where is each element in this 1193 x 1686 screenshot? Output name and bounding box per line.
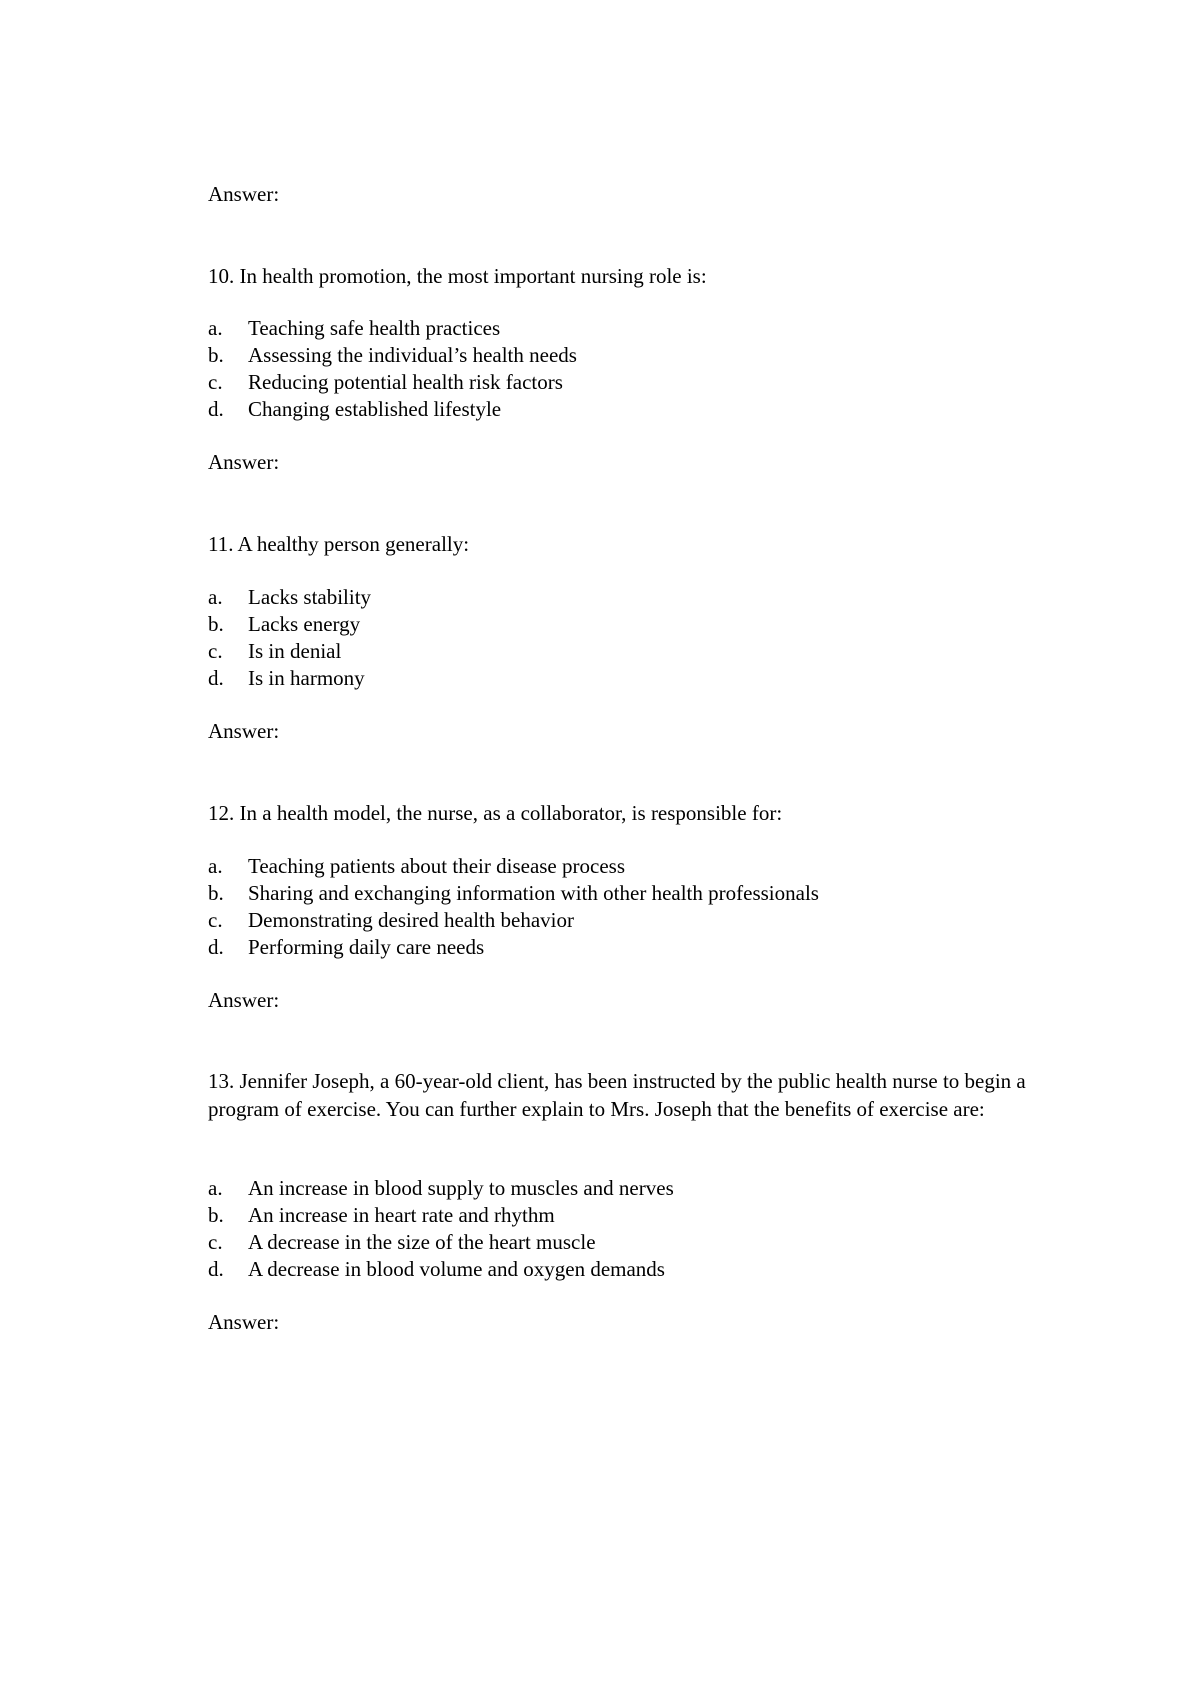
question-10-option-d [208, 395, 501, 423]
question-12-option-a [208, 852, 625, 880]
option-letter: c. [208, 1230, 223, 1254]
answer-label: Answer: [208, 182, 280, 206]
answer-label: Answer: [208, 450, 280, 474]
question-13-text: 13. Jennifer Joseph, a 60-year-old client, has been instructed by the public health nurse to begin a program of exercise. You can further explain to Mrs. Joseph that the benefits of exercise are: [208, 1069, 1026, 1121]
option-letter: b. [208, 612, 224, 636]
option-text: Teaching patients about their disease process [248, 854, 625, 878]
option-letter: b. [208, 1203, 224, 1227]
answer-label: Answer: [208, 988, 280, 1012]
option-letter: c. [208, 370, 223, 394]
option-letter: a. [208, 854, 223, 878]
option-text: Reducing potential health risk factors [248, 370, 563, 394]
question-13-option-a [208, 1174, 674, 1202]
option-letter: b. [208, 881, 224, 905]
option-letter: a. [208, 1176, 223, 1200]
option-letter: a. [208, 585, 223, 609]
answer-label: Answer: [208, 1310, 280, 1334]
option-text: An increase in heart rate and rhythm [248, 1203, 555, 1227]
question-13-option-b [208, 1201, 555, 1229]
question-13-option-c [208, 1228, 596, 1256]
question-13-option-d [208, 1255, 665, 1283]
option-text: A decrease in the size of the heart muscle [248, 1230, 596, 1254]
option-text: Is in harmony [248, 666, 365, 690]
answer-label: Answer: [208, 719, 280, 743]
option-text: Is in denial [248, 639, 342, 663]
question-10-option-c [208, 368, 563, 396]
option-text: Lacks energy [248, 612, 361, 636]
option-letter: c. [208, 639, 223, 663]
question-12-text: 12. In a health model, the nurse, as a collaborator, is responsible for: [208, 801, 783, 825]
option-text: Sharing and exchanging information with other health professionals [248, 881, 819, 905]
option-letter: d. [208, 666, 224, 690]
option-text: Performing daily care needs [248, 935, 485, 959]
question-11-option-b [208, 610, 360, 638]
option-text: An increase in blood supply to muscles and nerves [248, 1176, 674, 1200]
question-11-option-a [208, 583, 371, 611]
option-text: Changing established lifestyle [248, 397, 502, 421]
question-11-option-d [208, 664, 365, 692]
option-letter: b. [208, 343, 224, 367]
option-letter: a. [208, 316, 223, 340]
question-12-option-b [208, 879, 819, 907]
question-10-option-b [208, 341, 577, 369]
question-11-option-c [208, 637, 341, 665]
option-text: Assessing the individual’s health needs [248, 343, 577, 367]
option-text: Teaching safe health practices [248, 316, 501, 340]
question-12-option-c [208, 906, 574, 934]
question-11-text: 11. A healthy person generally: [208, 532, 470, 556]
option-text: A decrease in blood volume and oxygen demands [248, 1257, 665, 1281]
question-12-option-d [208, 933, 484, 961]
question-10-text: 10. In health promotion, the most important nursing role is: [208, 264, 707, 288]
question-10-option-a [208, 314, 500, 342]
option-letter: d. [208, 397, 224, 421]
option-letter: c. [208, 908, 223, 932]
option-letter: d. [208, 1257, 224, 1281]
option-letter: d. [208, 935, 224, 959]
option-text: Demonstrating desired health behavior [248, 908, 574, 932]
option-text: Lacks stability [248, 585, 372, 609]
